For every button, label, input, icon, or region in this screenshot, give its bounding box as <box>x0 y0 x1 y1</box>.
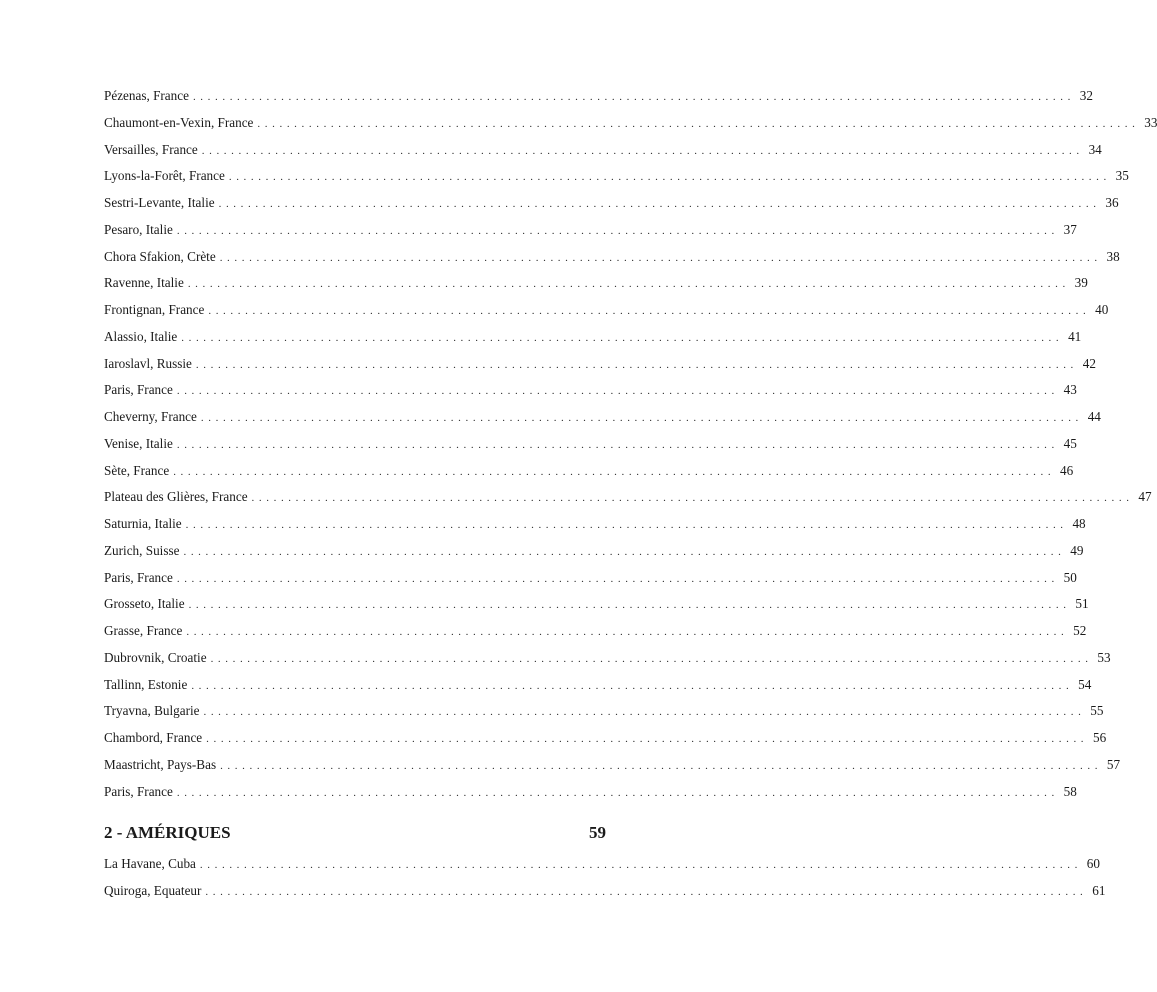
dot-leader: ........................................................................................................................ <box>219 251 1102 264</box>
toc-entry-page: 35 <box>1115 168 1129 184</box>
toc-entry-title: Sète, France <box>104 462 170 478</box>
toc-entry[interactable] <box>104 648 1111 675</box>
dot-leader: ........................................................................................................................ <box>188 599 1071 612</box>
toc-entry-title: La Havane, Cuba <box>104 856 196 872</box>
toc-entry[interactable] <box>104 247 1120 274</box>
toc-entry-title: Paris, France <box>104 783 173 799</box>
dot-leader: ........................................................................................................................ <box>173 465 1056 478</box>
dot-leader: ........................................................................................................................ <box>187 278 1070 291</box>
toc-entry-title: Plateau des Glières, France <box>104 489 248 505</box>
toc-entry-page: 48 <box>1072 516 1086 531</box>
toc-entry[interactable] <box>104 854 1100 881</box>
toc-entry[interactable] <box>104 568 1077 595</box>
toc-entry-page: 57 <box>1106 756 1121 772</box>
toc-entry-title: Tallinn, Estonie <box>104 676 188 692</box>
toc-entry-page: 61 <box>1092 883 1106 898</box>
dot-leader: ........................................................................................................................ <box>185 519 1068 531</box>
toc-entry[interactable] <box>104 487 1152 514</box>
toc-list-europe <box>104 86 1157 808</box>
dot-leader: ........................................................................................................................ <box>176 438 1059 451</box>
toc-entry-page: 49 <box>1070 542 1084 558</box>
toc-entry-title: Lyons-la-Forêt, France <box>104 168 225 184</box>
toc-entry-title: Venise, Italie <box>104 435 173 451</box>
toc-entry[interactable] <box>104 728 1107 755</box>
toc-entry[interactable] <box>104 461 1074 488</box>
toc-entry-title: Versailles, France <box>104 141 198 157</box>
dot-leader: ........................................................................................................................ <box>186 626 1069 638</box>
toc-entry-title: Chora Sfakion, Crète <box>104 248 216 264</box>
toc-entry-page: 44 <box>1087 409 1101 424</box>
toc-entry[interactable] <box>104 220 1077 247</box>
toc-entry-title: Iaroslavl, Russie <box>104 355 192 371</box>
toc-entry-title: Cheverny, France <box>104 409 197 424</box>
toc-entry[interactable] <box>104 514 1086 541</box>
dot-leader: ........................................................................................................................ <box>210 652 1093 665</box>
toc-entry[interactable] <box>104 273 1088 300</box>
toc-entry-title: Grasse, France <box>104 623 183 638</box>
toc-entry[interactable] <box>104 675 1092 702</box>
section-title: 2 - AMÉRIQUES <box>104 823 231 843</box>
dot-leader: ........................................................................................................................ <box>199 859 1082 872</box>
toc-entry-title: Pesaro, Italie <box>104 221 173 237</box>
toc-entry-title: Ravenne, Italie <box>104 275 184 291</box>
toc-entry-page: 54 <box>1078 676 1092 692</box>
dot-leader: ........................................................................................................................ <box>205 886 1088 898</box>
dot-leader: ........................................................................................................................ <box>176 385 1059 398</box>
toc-entry[interactable] <box>104 755 1121 782</box>
toc-entry-title: Frontignan, France <box>104 302 205 317</box>
toc-entry[interactable] <box>104 380 1077 407</box>
toc-entry-title: Quiroga, Equateur <box>104 883 202 898</box>
toc-entry-page: 46 <box>1060 462 1074 478</box>
section-page: 59 <box>589 823 606 843</box>
toc-entry-title: Sestri-Levante, Italie <box>104 195 215 210</box>
toc-entry-page: 58 <box>1063 783 1077 799</box>
toc-entry-page: 51 <box>1075 596 1089 612</box>
toc-entry-page: 34 <box>1088 141 1102 157</box>
toc-entry-page: 47 <box>1138 489 1152 505</box>
toc-entry[interactable] <box>104 621 1087 648</box>
toc-entry[interactable] <box>104 327 1082 354</box>
dot-leader: ........................................................................................................................ <box>181 331 1064 344</box>
dot-leader: ........................................................................................................................ <box>176 572 1059 585</box>
toc-entry-title: Alassio, Italie <box>104 328 178 344</box>
toc-entry[interactable] <box>104 300 1109 327</box>
toc-entry-title: Tryavna, Bulgarie <box>104 703 200 719</box>
dot-leader: ........................................................................................................................ <box>195 358 1078 371</box>
toc-entry-title: Dubrovnik, Croatie <box>104 649 207 665</box>
toc-entry-title: Saturnia, Italie <box>104 516 182 531</box>
dot-leader: ........................................................................................................................ <box>208 305 1091 317</box>
toc-entry-page: 42 <box>1082 355 1096 371</box>
toc-entry[interactable] <box>104 541 1084 568</box>
toc-entry[interactable] <box>104 113 1157 140</box>
toc-entry-page: 38 <box>1106 248 1120 264</box>
dot-leader: ........................................................................................................................ <box>191 679 1074 692</box>
toc-entry[interactable] <box>104 86 1093 113</box>
dot-leader: ........................................................................................................................ <box>183 545 1066 558</box>
toc-entry-page: 40 <box>1095 302 1109 317</box>
dot-leader: ........................................................................................................................ <box>192 91 1075 103</box>
table-of-contents <box>104 86 1157 908</box>
toc-entry-page: 45 <box>1063 435 1077 451</box>
toc-entry-title: Maastricht, Pays-Bas <box>104 756 217 772</box>
toc-entry-page: 39 <box>1074 275 1088 291</box>
dot-leader: ........................................................................................................................ <box>201 144 1084 157</box>
toc-entry-page: 32 <box>1079 88 1093 103</box>
toc-entry-page: 52 <box>1073 623 1087 638</box>
toc-entry[interactable] <box>104 594 1089 621</box>
dot-leader: ........................................................................................................................ <box>176 786 1059 799</box>
toc-entry[interactable] <box>104 140 1102 167</box>
dot-leader: ........................................................................................................................ <box>200 412 1083 424</box>
toc-entry[interactable] <box>104 193 1119 220</box>
toc-entry[interactable] <box>104 434 1077 461</box>
toc-entry-title: Pézenas, France <box>104 88 189 103</box>
toc-entry-title: Chaumont-en-Vexin, France <box>104 114 254 130</box>
toc-list-ameriques <box>104 854 1106 908</box>
section-heading[interactable] <box>104 818 606 848</box>
toc-entry[interactable] <box>104 782 1077 809</box>
dot-leader: ........................................................................................................................ <box>203 706 1086 719</box>
dot-leader: ........................................................................................................................ <box>228 171 1111 184</box>
toc-entry-page: 43 <box>1063 382 1077 398</box>
dot-leader: ........................................................................................................................ <box>257 117 1140 130</box>
dot-leader: ........................................................................................................................ <box>176 224 1059 237</box>
toc-entry-title: Paris, France <box>104 569 173 585</box>
toc-entry-page: 50 <box>1063 569 1077 585</box>
dot-leader: ........................................................................................................................ <box>218 198 1101 210</box>
toc-entry-page: 41 <box>1068 328 1082 344</box>
toc-entry-title: Chambord, France <box>104 730 203 745</box>
dot-leader: ........................................................................................................................ <box>251 492 1134 505</box>
toc-entry-page: 53 <box>1097 649 1111 665</box>
toc-entry-title: Paris, France <box>104 382 173 398</box>
toc-entry[interactable] <box>104 166 1129 193</box>
toc-entry-page: 36 <box>1105 195 1119 210</box>
dot-leader: ........................................................................................................................ <box>206 733 1089 745</box>
toc-entry-title: Grosseto, Italie <box>104 596 185 612</box>
toc-entry-page: 37 <box>1063 221 1077 237</box>
toc-entry-page: 55 <box>1090 703 1104 719</box>
toc-entry-title: Zurich, Suisse <box>104 542 180 558</box>
dot-leader: ........................................................................................................................ <box>220 759 1103 772</box>
toc-entry-page: 56 <box>1092 730 1107 745</box>
toc-entry-page: 60 <box>1086 856 1100 872</box>
toc-entry[interactable] <box>104 354 1096 381</box>
toc-entry[interactable] <box>104 701 1104 728</box>
toc-entry[interactable] <box>104 881 1106 908</box>
toc-entry[interactable] <box>104 407 1101 434</box>
toc-entry-page: 33 <box>1144 114 1157 130</box>
